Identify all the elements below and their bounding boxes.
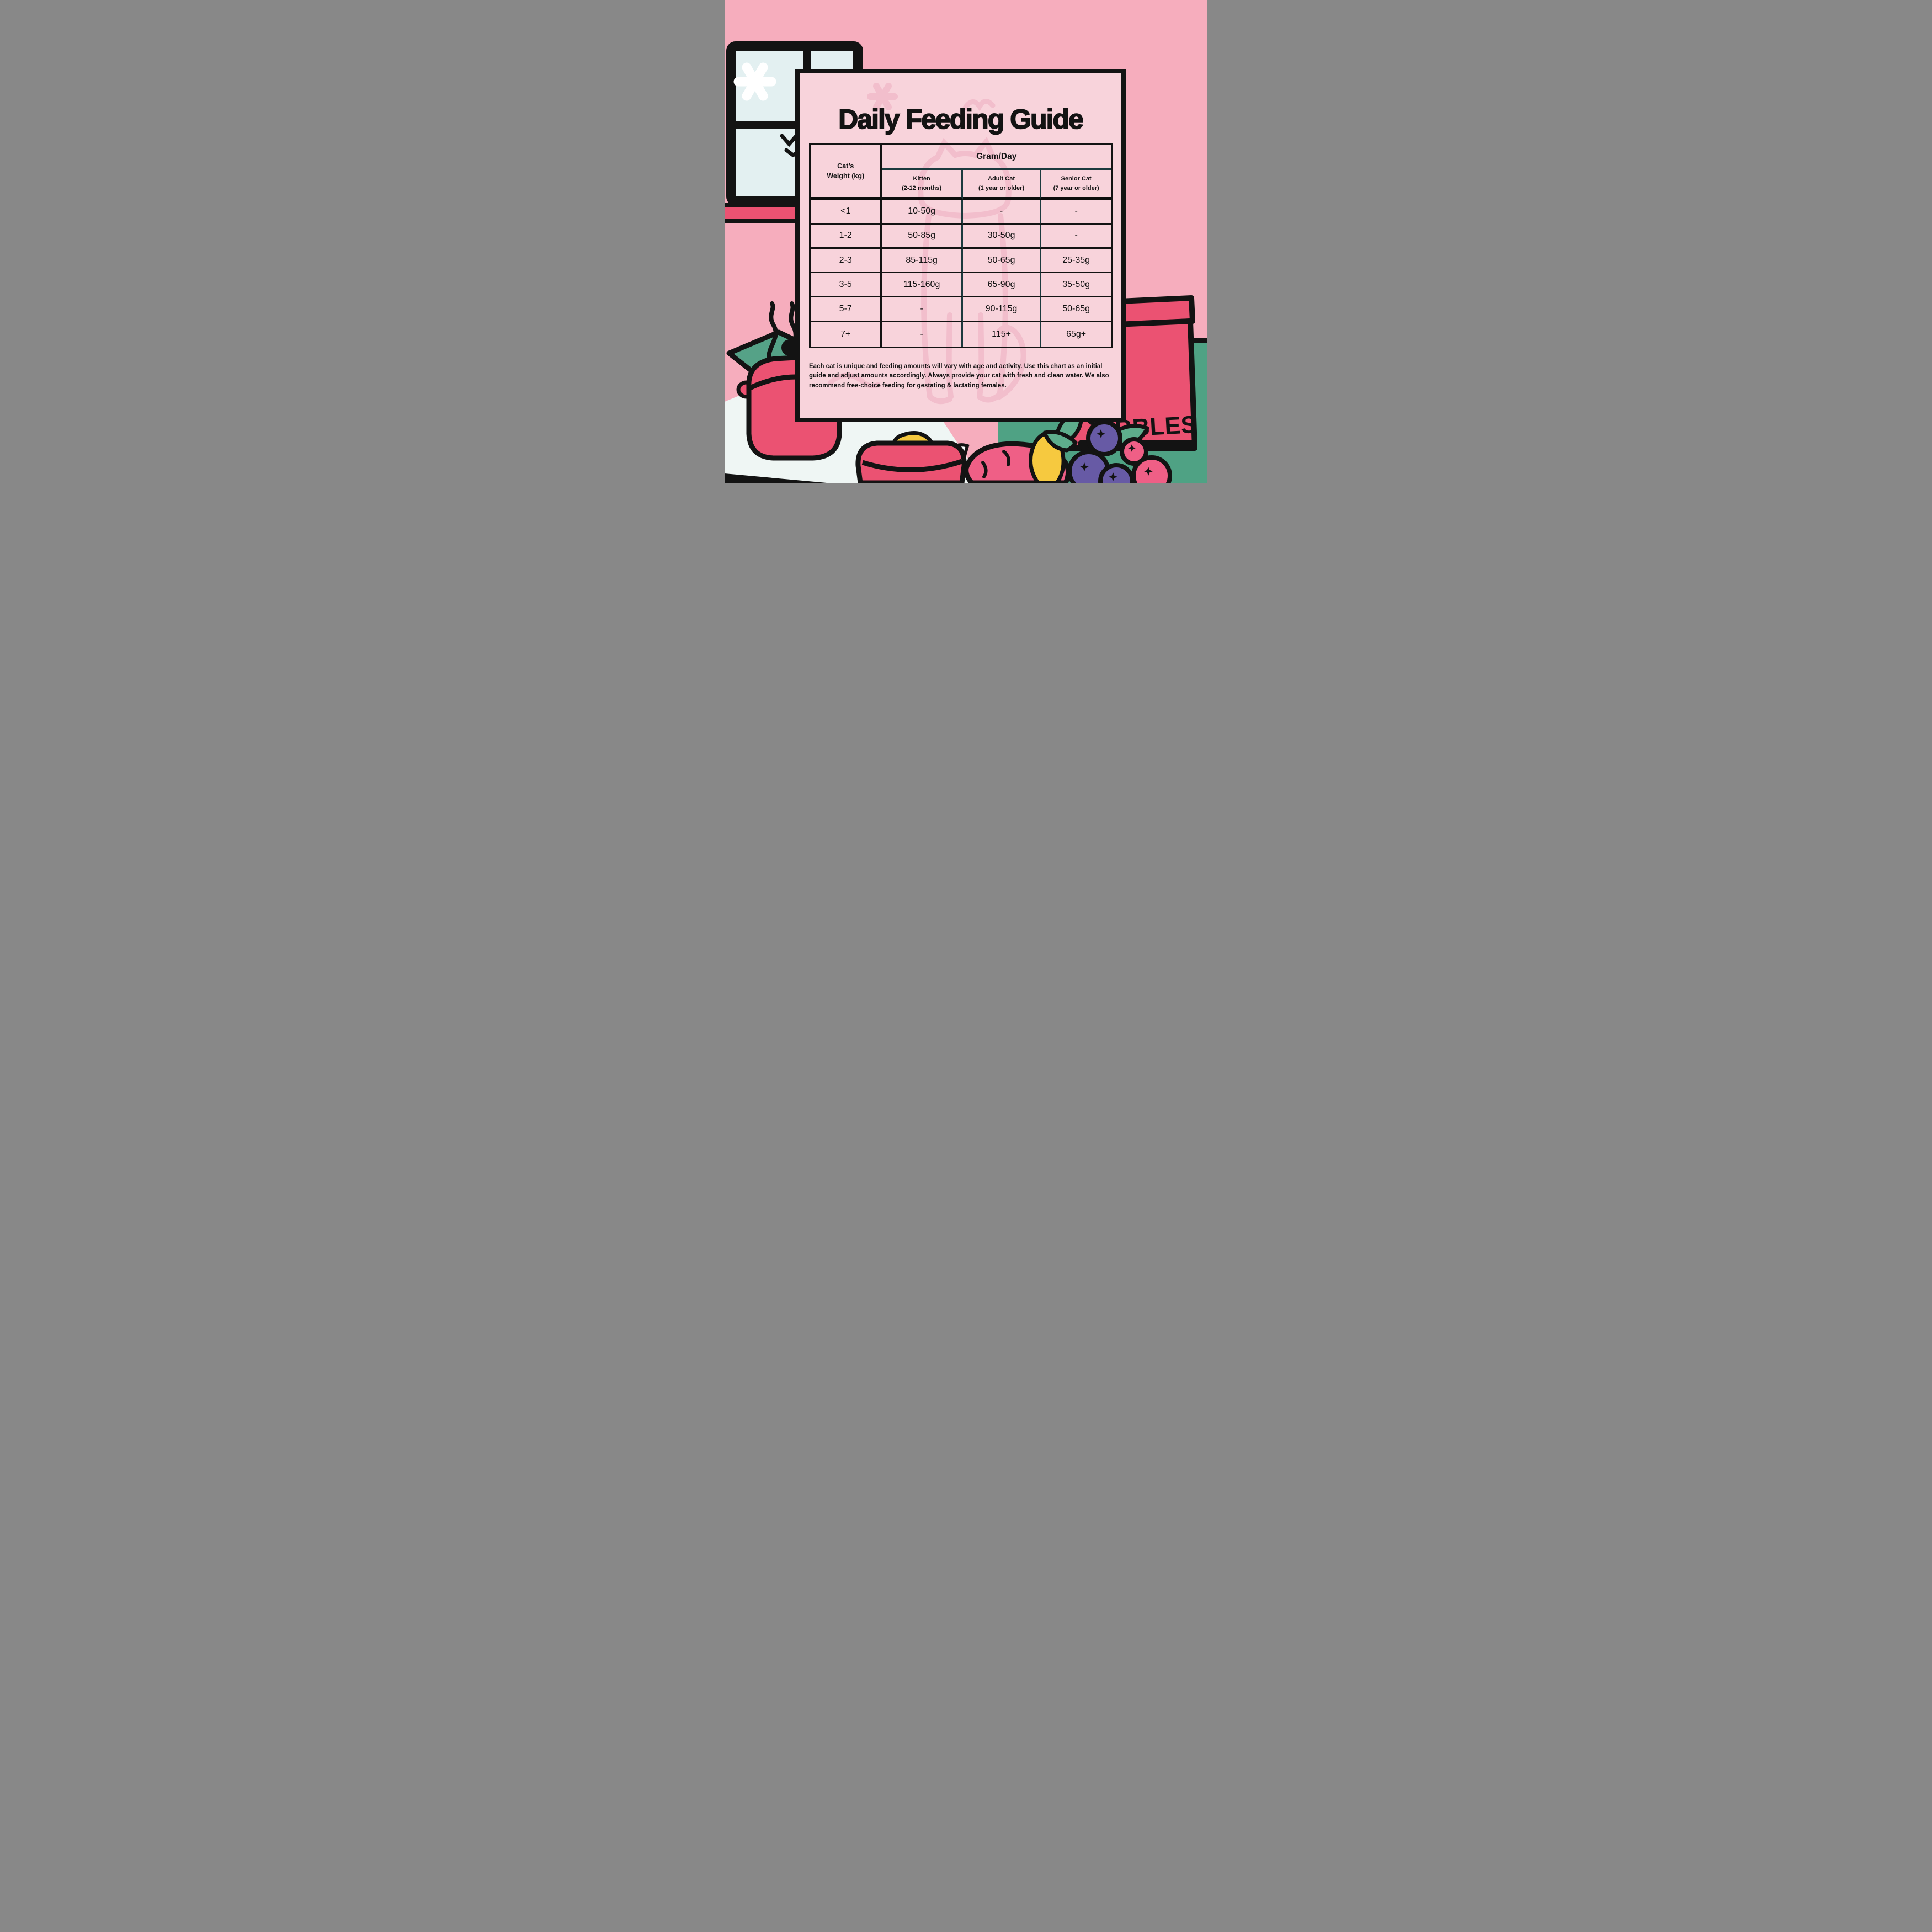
table-cell: 50-65g (963, 249, 1042, 273)
window-sill (725, 203, 805, 223)
col-header-senior-cat (1041, 170, 1111, 200)
feeding-table (809, 143, 1113, 348)
row-weight-cell: 1-2 (811, 225, 882, 249)
col-header-cats-weight: Cat’s Weight (kg) (811, 145, 882, 200)
row-weight-cell: 3-5 (811, 273, 882, 297)
table-cell: 35-50g (1041, 273, 1111, 297)
col-header-adult-cat (963, 170, 1042, 200)
table-cell: - (882, 322, 962, 347)
col-label: Senior Cat (1061, 175, 1092, 183)
poster (725, 0, 1207, 483)
table-cell: 30-50g (963, 225, 1042, 249)
row-weight-cell: 5-7 (811, 297, 882, 322)
table-cell: 85-115g (882, 249, 962, 273)
col-group-header-gram-day: Gram/Day (882, 145, 1111, 170)
col-sublabel: (2-12 months) (902, 184, 942, 191)
table-cell: - (882, 297, 962, 322)
row-weight-cell: 7+ (811, 322, 882, 347)
page-title: Daily Feeding Guide (838, 104, 1083, 135)
row-weight-cell: 2-3 (811, 249, 882, 273)
table-cell: 25-35g (1041, 249, 1111, 273)
row-weight-cell: <1 (811, 200, 882, 224)
table-cell: - (963, 200, 1042, 224)
feeding-guide-card (795, 69, 1126, 422)
col-header-kitten (882, 170, 962, 200)
table-cell: 10-50g (882, 200, 962, 224)
table-cell: 115-160g (882, 273, 962, 297)
table-cell: 115+ (963, 322, 1042, 347)
table-cell: - (1041, 200, 1111, 224)
table-cell: 65-90g (963, 273, 1042, 297)
table-cell: 50-85g (882, 225, 962, 249)
table-cell: 90-115g (963, 297, 1042, 322)
col-sublabel: (7 year or older) (1053, 184, 1099, 191)
table-cell: 50-65g (1041, 297, 1111, 322)
table-cell: - (1041, 225, 1111, 249)
footnote: Each cat is unique and feeding amounts will vary with age and activity. Use this chart as an initial guide and adjust amounts accordingly. Always provide your cat with fresh and clean water. We also recommend free-choice feeding for gestating & lactating females. (809, 363, 1109, 389)
col-sublabel: (1 year or older) (978, 184, 1025, 191)
col-label: Adult Cat (988, 175, 1015, 183)
table-cell: 65g+ (1066, 329, 1087, 339)
col-label: Kitten (913, 175, 930, 183)
